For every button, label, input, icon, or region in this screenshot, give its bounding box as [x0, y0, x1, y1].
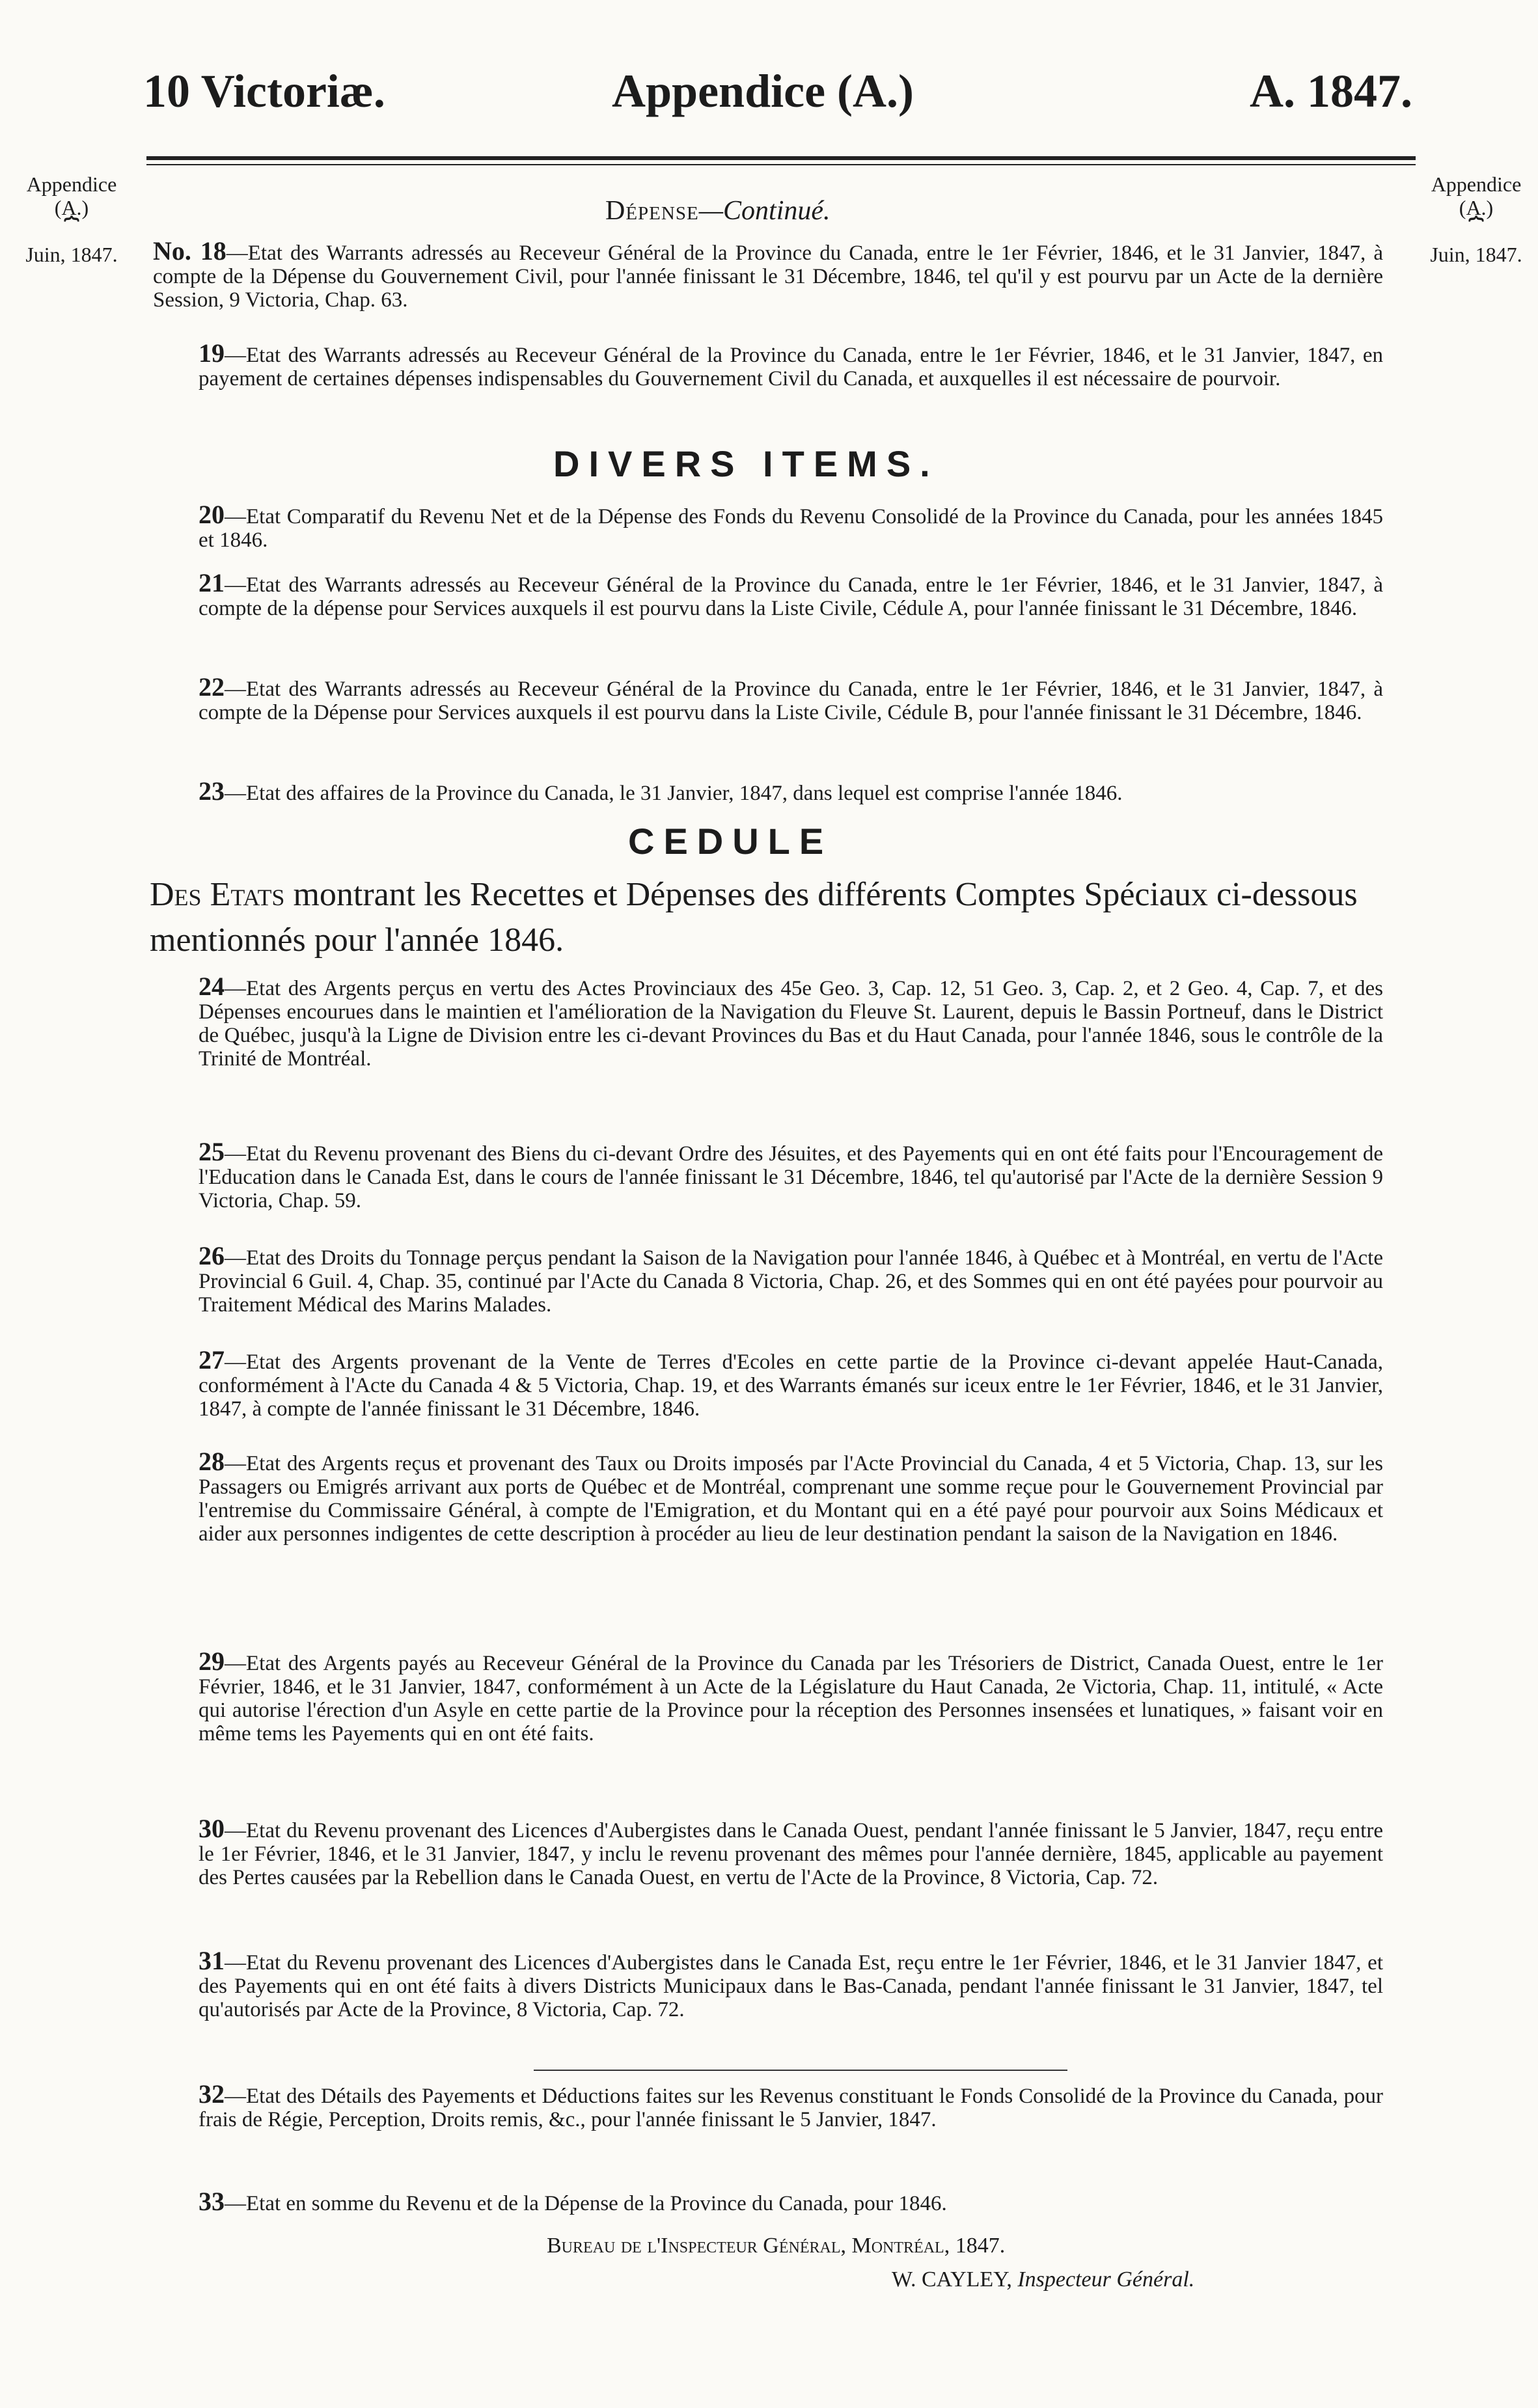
entry-number: 20: [199, 500, 225, 529]
signer-title: Inspecteur Général.: [1017, 2267, 1195, 2292]
entry-text: —Etat des Argents provenant de la Vente de Terres d'Ecoles en cette partie de la Province ci-devant appelée Haut-Canada, conformément à l'Acte du Canada 4 & 5 Victoria, Chap. 19, et des Warrants émanés sur iceux entre le 1er Février, 1846, et le 31 Janvier, 1847, à compte de l'année finissant le 31 Décembre, 1846.: [199, 1350, 1383, 1421]
entry-number: 28: [199, 1447, 225, 1476]
entry-32: [199, 2079, 1383, 2131]
running-header: [143, 62, 1412, 133]
entry-number: 22: [199, 672, 225, 702]
entry-text: —Etat du Revenu provenant des Licences d'Aubergistes dans le Canada Ouest, pendant l'année finissant le 5 Janvier, 1847, reçu entre le 1er Février, 1846, et le 31 Janvier, 1847, y inclu le revenu provenant des mêmes pour l'année dernière, 1845, applicable au payement des Pertes causées par la Rebellion dans le Canada Ouest, en vertu de l'Acte de la Province, 8 Victoria, Cap. 72.: [199, 1819, 1383, 1889]
entry-27: [199, 1345, 1383, 1421]
entry-number: 30: [199, 1814, 225, 1843]
entry-text: —Etat des Détails des Payements et Déductions faites sur les Revenus constituant le Fonds Consolidé de la Province du Canada, pour frais de Régie, Perception, Droits remis, &c., pour l'année finissant le 5 Janvier, 1847.: [199, 2085, 1383, 2131]
entry-number: 24: [199, 972, 225, 1001]
margin-note-left-sub: (A.): [54, 196, 89, 219]
section-label-depense: [605, 195, 831, 226]
entry-number: 19: [199, 338, 225, 368]
header-left: 10 Victoriæ.: [143, 65, 385, 117]
header-rule-thin: [146, 164, 1416, 165]
entry-text: —Etat en somme du Revenu et de la Dépense de la Province du Canada, pour 1846.: [225, 2192, 947, 2215]
entry-25: [199, 1137, 1383, 1212]
entry-text: —Etat Comparatif du Revenu Net et de la Dépense des Fonds du Revenu Consolidé de la Province du Canada, pour les années 1845 et 1846.: [199, 505, 1383, 552]
entry-21: [199, 568, 1383, 620]
brace-icon: ⏞: [64, 216, 79, 245]
entry-text: —Etat des affaires de la Province du Canada, le 31 Janvier, 1847, dans lequel est comprise l'année 1846.: [225, 782, 1123, 805]
depense-continue: —Continué.: [698, 196, 831, 226]
entry-number: 29: [199, 1647, 225, 1676]
signer-name: W. CAYLEY,: [892, 2267, 1012, 2292]
margin-note-left-title: Appendice: [26, 172, 117, 196]
entry-number: 23: [199, 776, 225, 806]
depense-label: Dépense: [605, 196, 699, 226]
entry-text: —Etat du Revenu provenant des Biens du ci-devant Ordre des Jésuites, et des Payements qui en ont été faits pour l'Encouragement de l'Education dans le Canada Est, dans le cours de l'année finissant le 31 Décembre, 1846, tel qu'autorisé par l'Acte de la dernière Session 9 Victoria, Chap. 59.: [199, 1142, 1383, 1212]
entry-number: 25: [199, 1137, 225, 1166]
entry-number: No. 18: [153, 236, 227, 266]
entry-20: [199, 500, 1383, 552]
signature-line: [892, 2267, 1194, 2292]
entry-28: [199, 1447, 1383, 1546]
entry-23: [199, 776, 1383, 806]
margin-note-left-date: Juin, 1847.: [25, 243, 118, 266]
entry-33: [199, 2187, 1383, 2216]
entry-number: 31: [199, 1946, 225, 1975]
entry-26: [199, 1241, 1383, 1317]
entry-30: [199, 1814, 1383, 1889]
margin-note-right-date: Juin, 1847.: [1430, 243, 1522, 266]
cedule-subheading: [150, 872, 1386, 963]
margin-note-right-sub: (A.): [1459, 196, 1494, 219]
entry-text: —Etat des Argents payés au Receveur Général de la Province du Canada par les Trésoriers de District, Canada Ouest, entre le 1er Février, 1846, et le 31 Janvier, 1847, conformément à un Acte de la Législature du Haut Canada, 2e Victoria, Chap. 11, intitulé, « Acte qui autorise l'érection d'un Asyle en cette partie de la Province pour la réception des Personnes insensées et lunatiques, » faisant voir en même tems les Payements qui en ont été faits.: [199, 1652, 1383, 1745]
subhead-rest: montrant les Recettes et Dépenses des différents Comptes Spéciaux ci-dessous mentionnés pour l'année 1846.: [150, 876, 1358, 959]
entry-number: 26: [199, 1241, 225, 1270]
entry-text: —Etat des Warrants adressés au Receveur Général de la Province du Canada, entre le 1er Février, 1846, et le 31 Janvier, 1847, à compte de la dépense pour Services auxquels il est pourvu dans la Liste Civile, Cédule A, pour l'année finissant le 31 Décembre, 1846.: [199, 573, 1383, 620]
subhead-lead: Des Etats: [150, 876, 285, 913]
entry-number: 21: [199, 568, 225, 597]
entry-text: —Etat du Revenu provenant des Licences d'Aubergistes dans le Canada Est, reçu entre le 1er Février, 1846, et le 31 Janvier 1847, et des Payements qui en ont été faits à divers Districts Municipaux dans le Bas-Canada, pendant l'année finissant le 31 Janvier, 1847, tel qu'autorisés par Acte de la Province, 8 Victoria, Cap. 72.: [199, 1951, 1383, 2021]
divers-items-heading: DIVERS ITEMS.: [553, 443, 939, 484]
entry-number: 32: [199, 2079, 225, 2109]
entry-24: [199, 972, 1383, 1071]
entry-text: —Etat des Warrants adressés au Receveur Général de la Province du Canada, entre le 1er Février, 1846, et le 31 Janvier, 1847, en payement de certaines dépenses indispensables du Gouvernement Civil du Canada, et auxquelles il est nécessaire de pourvoir.: [199, 344, 1383, 390]
entry-number: 27: [199, 1345, 225, 1375]
entry-text: —Etat des Warrants adressés au Receveur Général de la Province du Canada, entre le 1er Février, 1846, et le 31 Janvier, 1847, à compte de la Dépense pour Services auxquels il est pourvu dans la Liste Civile, Cédule B, pour l'année finissant le 31 Décembre, 1846.: [199, 677, 1383, 724]
entry-text: —Etat des Warrants adressés au Receveur Général de la Province du Canada, entre le 1er Février, 1846, et le 31 Janvier, 1847, à compte de la Dépense du Gouvernement Civil, pour l'année finissant le 31 Décembre, 1846, tel qu'il y est pourvu par un Acte de la dernière Session, 9 Victoria, Chap. 63.: [153, 241, 1383, 312]
margin-note-left: [10, 172, 133, 266]
entry-text: —Etat des Droits du Tonnage perçus pendant la Saison de la Navigation pour l'année 1846, à Québec et à Montréal, en vertu de l'Acte Provincial 6 Guil. 4, Chap. 35, continué par l'Acte du Canada 8 Victoria, Chap. 26, et des Sommes qui en ont été payées pour pourvoir au Traitement Médical des Marins Malades.: [199, 1246, 1383, 1317]
cedule-heading: CEDULE: [628, 821, 833, 862]
entry-31: [199, 1946, 1383, 2021]
entry-18: [153, 236, 1383, 312]
entry-22: [199, 672, 1383, 724]
header-right: A. 1847.: [1250, 65, 1412, 117]
margin-note-right-title: Appendice: [1431, 172, 1522, 196]
entry-text: —Etat des Argents perçus en vertu des Actes Provinciaux des 45e Geo. 3, Cap. 12, 51 Geo. 3, Cap. 2, et 2 Geo. 4, Cap. 7, et des Dépenses encourues dans le maintien et l'amélioration de la Navigation du Fleuve St. Laurent, depuis le Bassin Portneuf, dans le District de Québec, jusqu'à la Ligne de Division entre les ci-devant Provinces du Bas et du Haut Canada, pour l'année 1846, sous le contrôle de la Trinité de Montréal.: [199, 977, 1383, 1071]
header-rule-thick: [146, 156, 1416, 160]
header-center: Appendice (A.): [612, 65, 914, 117]
entry-19: [199, 338, 1383, 390]
bureau-line: Bureau de l'Inspecteur Général, Montréal, 1847.: [547, 2234, 1006, 2258]
brace-icon: ⏞: [1468, 216, 1484, 245]
entry-text: —Etat des Argents reçus et provenant des Taux ou Droits imposés par l'Acte Provincial du Canada, 4 et 5 Victoria, Chap. 13, sur les Passagers ou Emigrés arrivant aux ports de Québec et de Montréal, comprenant une somme reçue pour le Gouvernement Provincial par l'entremise du Commissaire Général, à compte de l'Emigration, et du Montant qui en a été payé pour pourvoir aux Soins Médicaux et aider aux personnes indigentes de cette description à procéder au lieu de leur destination pendant la saison de la Navigation en 1846.: [199, 1452, 1383, 1546]
entry-29: [199, 1647, 1383, 1745]
entry-number: 33: [199, 2187, 225, 2216]
margin-note-right: [1414, 172, 1522, 266]
divider-rule: [534, 2070, 1067, 2071]
